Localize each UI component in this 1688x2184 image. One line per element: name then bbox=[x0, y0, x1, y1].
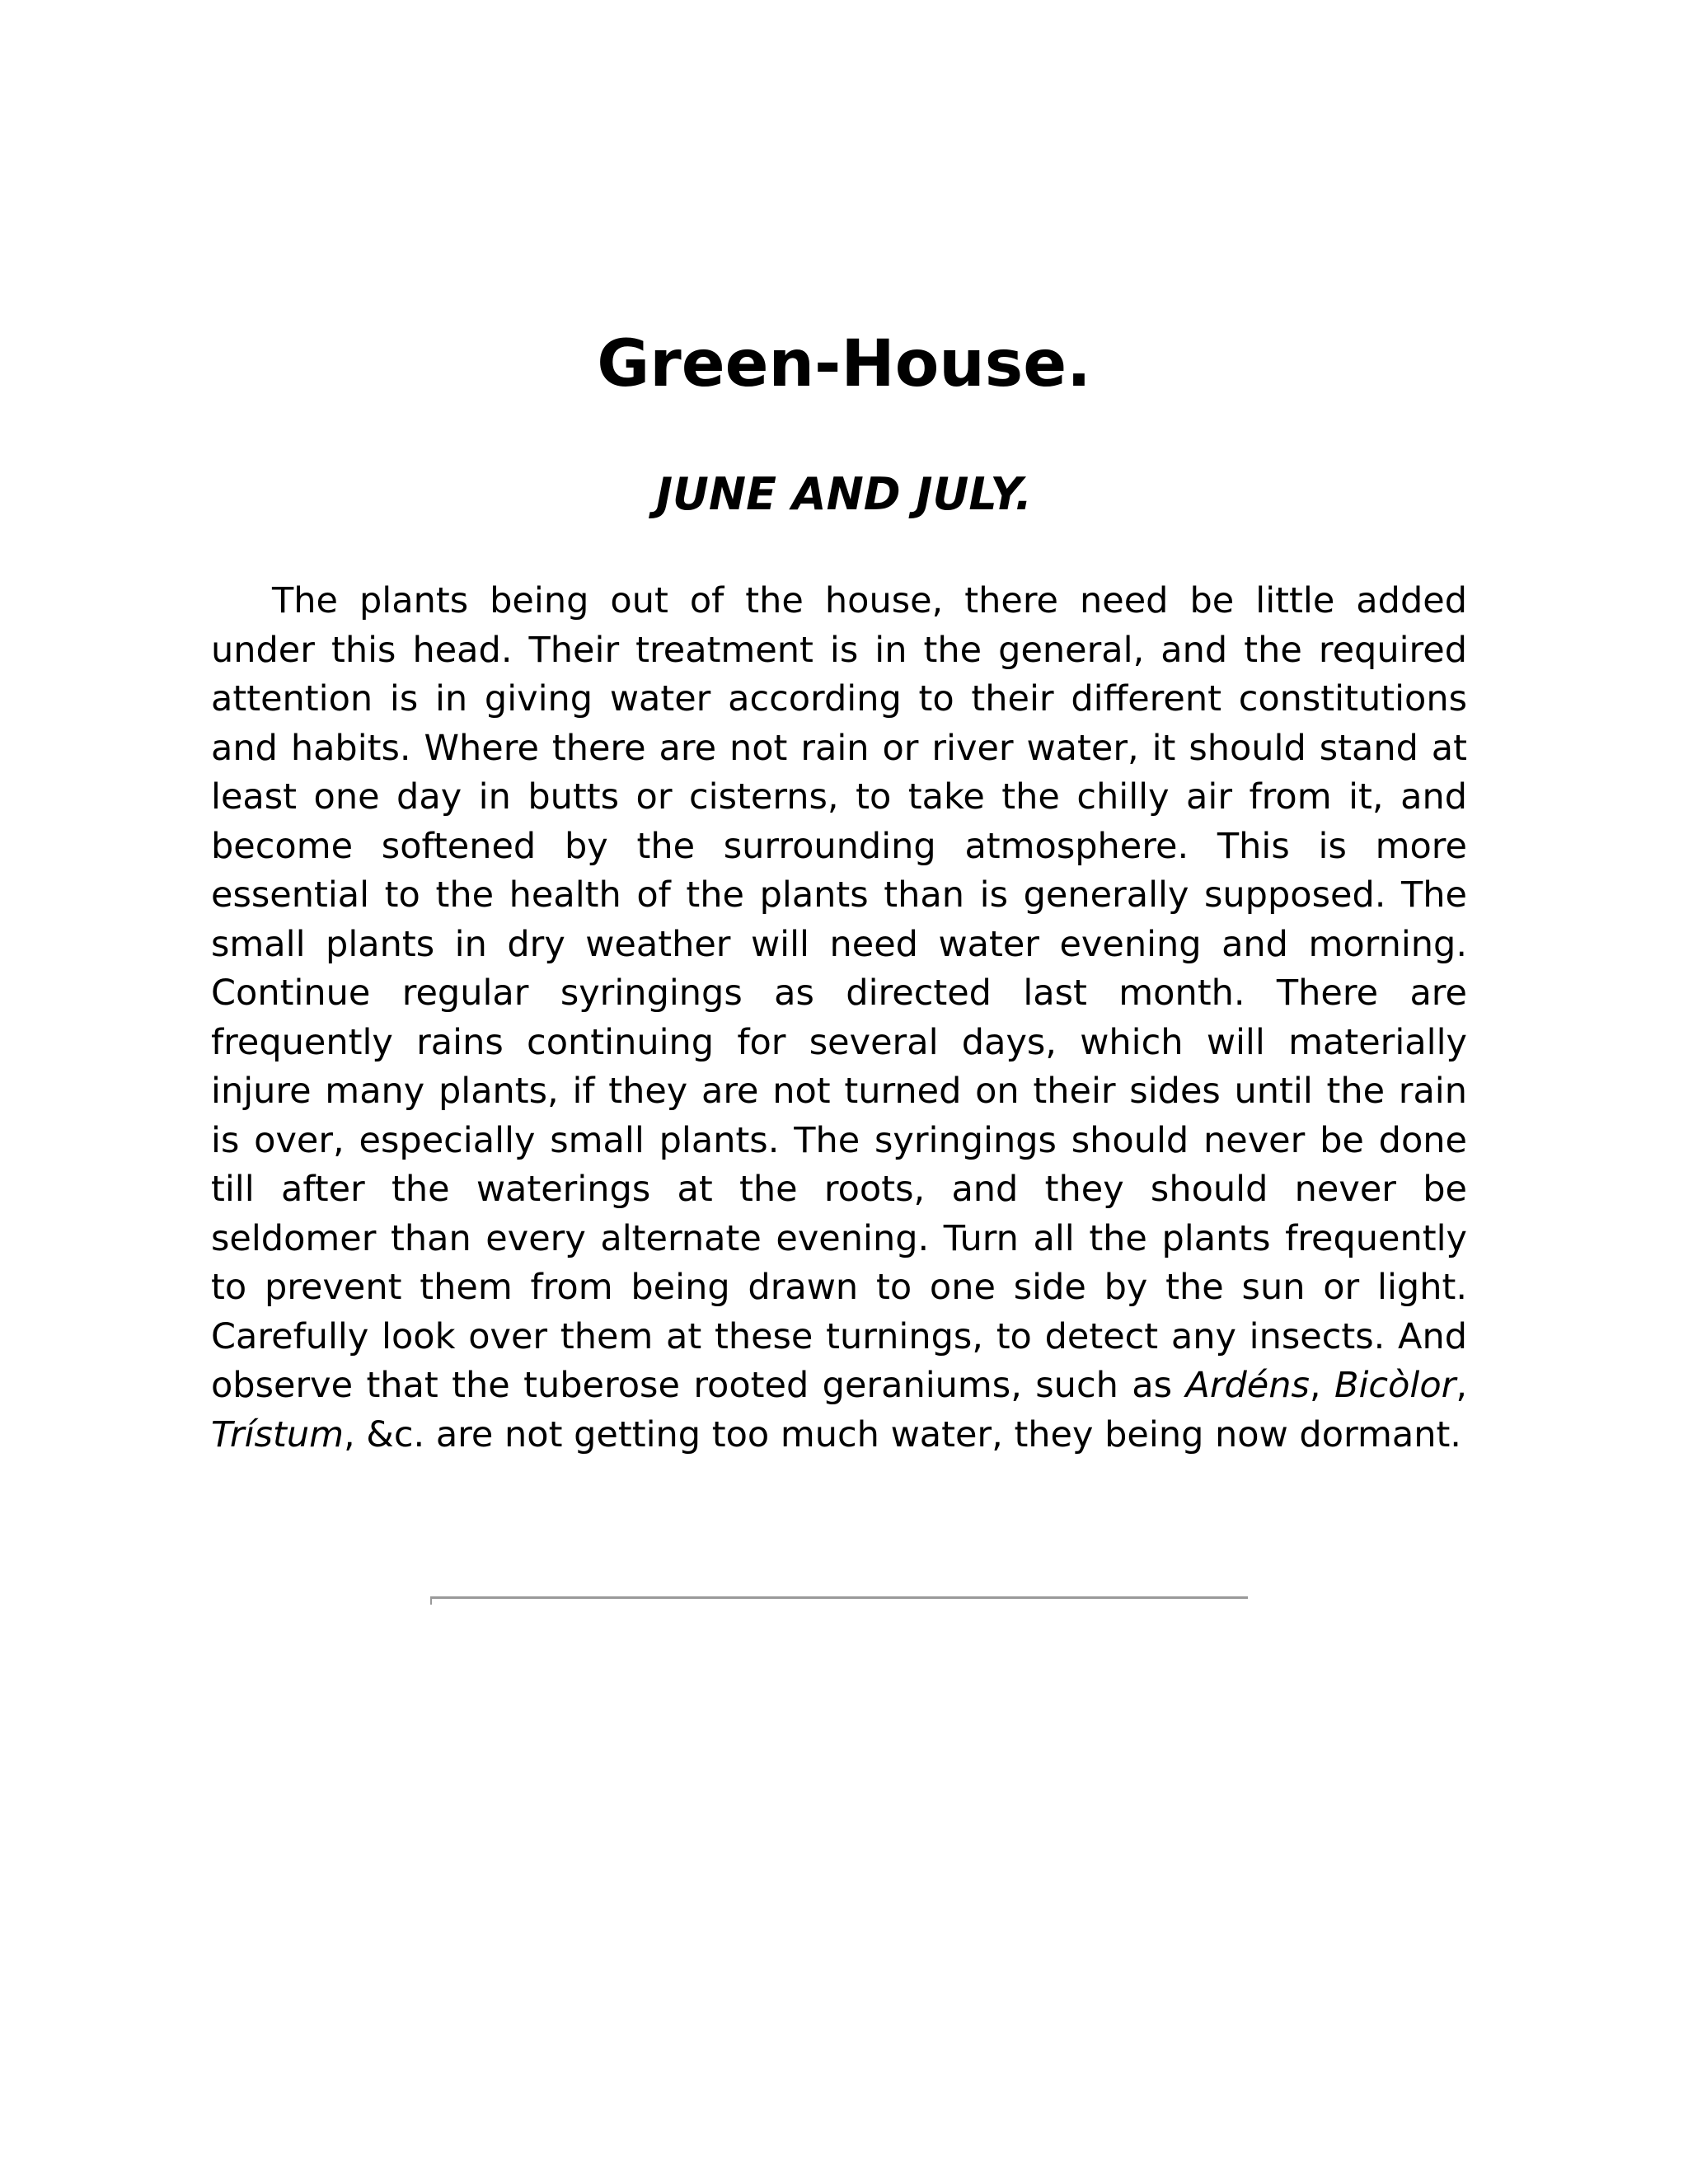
paragraph-separator-1: , bbox=[1309, 1365, 1334, 1406]
horizontal-rule-tick bbox=[430, 1596, 432, 1605]
section-subtitle: JUNE AND JULY. bbox=[655, 468, 1033, 520]
italic-term-bicolor: Bicòlor bbox=[1334, 1365, 1456, 1406]
italic-term-ardens: Ardéns bbox=[1185, 1365, 1310, 1406]
italic-term-tristum: Trístum bbox=[211, 1413, 344, 1455]
paragraph-text-part2: , &c. are not getting too much water, they being now dormant. bbox=[343, 1413, 1461, 1455]
paragraph-text-part1: The plants being out of the house, there need be little added under this head. Their treatment is in the general, and the required attention is in giving water according to their different constitutions and habits. Where there are not rain or river water, it should stand at least one day in butts or cisterns, to take the chilly air from it, and become softened by the surrounding atmosphere. This is more essential to the health of the plants than is generally supposed. The small plants in dry weather will need water evening and morning. Continue regular syringings as directed last month. There are frequently rains continuing for several days, which will materially injure many plants, if they are not turned on their sides until the rain is over, especially small plants. The syringings should never be done till after the waterings at the roots, and they should never be seldomer than every alternate evening. Turn all the plants frequently to prevent them from being drawn to one side by the sun or light. Carefully look over them at these turnings, to detect any insects. And observe that the tuberose rooted geraniums, such as bbox=[211, 580, 1467, 1406]
page-title: Green-House. bbox=[597, 327, 1091, 401]
paragraph-separator-2: , bbox=[1456, 1365, 1467, 1406]
horizontal-rule bbox=[430, 1596, 1248, 1599]
body-paragraph bbox=[211, 577, 1467, 1460]
